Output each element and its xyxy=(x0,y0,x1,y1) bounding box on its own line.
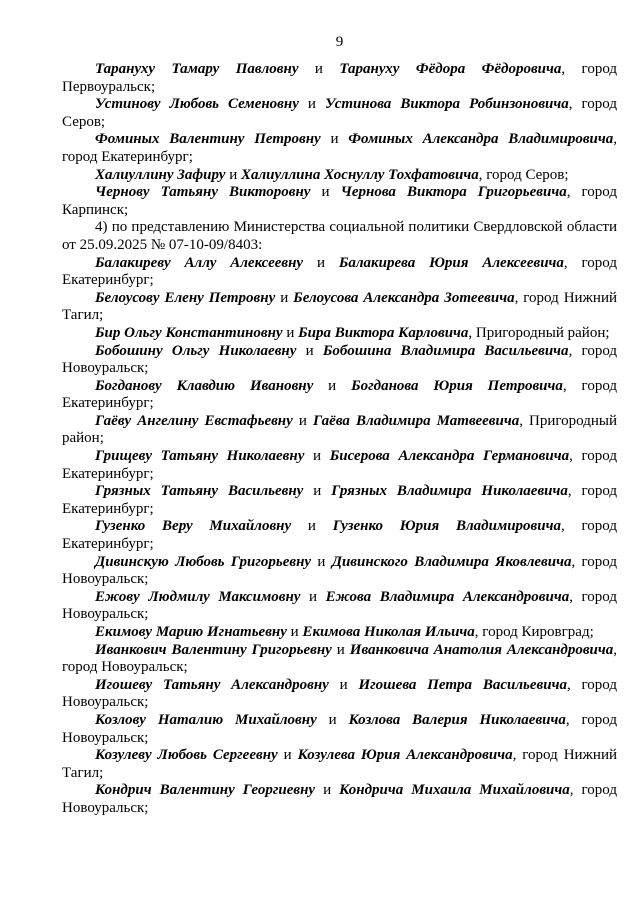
conjunction: и xyxy=(305,342,314,359)
husband-name: Бобошина Владимира Васильевича xyxy=(322,342,569,359)
entry-location: , город Новоуральск; xyxy=(62,342,618,377)
wife-name: Фоминых Валентину Петровну xyxy=(95,131,321,148)
couple-entry xyxy=(62,624,617,642)
conjunction: и xyxy=(307,96,316,113)
entry-location: , Пригородный район; xyxy=(468,324,610,341)
conjunction: и xyxy=(229,166,238,183)
husband-name: Кондрича Михаила Михайловича xyxy=(339,782,570,799)
husband-name: Екимова Николая Ильича xyxy=(302,624,475,640)
couple-entry xyxy=(62,518,617,553)
entry-location: , город Екатеринбург; xyxy=(62,483,618,517)
wife-name: Тарануху Тамару Павловну xyxy=(95,61,299,77)
couple-entry xyxy=(62,747,617,782)
conjunction: и xyxy=(323,782,332,799)
conjunction: и xyxy=(290,624,299,640)
entry-location: , город Карпинск; xyxy=(62,184,618,218)
wife-name: Бир Ольгу Константиновну xyxy=(95,324,283,341)
entry-location: , город Екатеринбург; xyxy=(62,377,618,412)
husband-name: Халиуллина Хоснуллу Тохфатовича xyxy=(240,166,479,183)
conjunction: и xyxy=(286,324,295,341)
couple-entry xyxy=(62,677,617,712)
section-header: 4) по представлению Министерства социальной политики Свердловской области от 25.09.2025 № 07-10-09/8403: xyxy=(62,219,617,253)
husband-name: Козулева Юрия Александровича xyxy=(297,747,513,764)
husband-name: Гузенко Юрия Владимировича xyxy=(332,518,561,535)
conjunction: и xyxy=(321,184,330,201)
couple-entry xyxy=(62,782,617,817)
entry-location: , город Новоуральск; xyxy=(62,588,618,623)
wife-name: Халиуллину Зафиру xyxy=(95,166,226,183)
page-number: 9 xyxy=(335,34,344,50)
entry-location: , город Новоуральск; xyxy=(62,676,618,711)
wife-name: Екимову Марию Игнатьевну xyxy=(95,624,287,640)
couple-entry xyxy=(62,290,617,325)
husband-name: Иванковича Анатолия Александровича xyxy=(349,641,614,658)
wife-name: Бобошину Ольгу Николаевну xyxy=(95,342,297,359)
husband-name: Грязных Владимира Николаевича xyxy=(331,483,568,500)
wife-name: Козулеву Любовь Сергеевну xyxy=(95,747,278,764)
couple-entry xyxy=(62,184,617,219)
wife-name: Козлову Наталию Михайловну xyxy=(95,711,317,728)
conjunction: и xyxy=(339,676,348,693)
entry-location: , город Новоуральск; xyxy=(62,782,617,816)
entry-location: , город Новоуральск; xyxy=(62,711,618,746)
wife-name: Балакиреву Аллу Алексеевну xyxy=(95,254,304,271)
husband-name: Белоусова Александра Зотеевича xyxy=(293,289,515,306)
conjunction: и xyxy=(309,588,318,605)
husband-name: Фоминых Александра Владимировича xyxy=(348,131,614,148)
husband-name: Богданова Юрия Петровича xyxy=(351,377,563,394)
husband-name: Бисерова Александра Германовича xyxy=(329,448,570,465)
husband-name: Гаёва Владимира Матвеевича xyxy=(312,412,520,429)
wife-name: Гаёву Ангелину Евстафьевну xyxy=(95,412,293,429)
wife-name: Кондрич Валентину Георгиевну xyxy=(95,782,316,799)
conjunction: и xyxy=(328,377,337,394)
husband-name: Ежова Владимира Александровича xyxy=(325,588,570,605)
couple-entry xyxy=(62,167,617,185)
couple-entry xyxy=(62,255,617,290)
conjunction: и xyxy=(314,61,323,77)
husband-name: Игошева Петра Васильевича xyxy=(358,676,567,693)
couple-entry xyxy=(62,325,617,343)
couple-entry xyxy=(62,448,617,483)
couple-entry xyxy=(62,483,617,518)
wife-name: Богданову Клавдию Ивановну xyxy=(95,377,314,394)
couple-entry xyxy=(62,642,617,677)
wife-name: Ежову Людмилу Максимовну xyxy=(95,588,301,605)
entry-location: , город Екатеринбург; xyxy=(62,448,617,482)
conjunction: и xyxy=(313,448,322,465)
conjunction: и xyxy=(313,483,322,500)
document-body xyxy=(62,61,617,818)
conjunction: и xyxy=(317,553,326,570)
entry-location: , Пригородный район; xyxy=(62,412,618,447)
conjunction: и xyxy=(283,747,292,764)
wife-name: Дивинскую Любовь Григорьевну xyxy=(95,553,312,570)
husband-name: Дивинского Владимира Яковлевича xyxy=(331,553,572,570)
wife-name: Игошеву Татьяну Александровну xyxy=(95,676,329,693)
couple-entry xyxy=(62,96,617,131)
wife-name: Белоусову Елену Петровну xyxy=(95,289,276,306)
wife-name: Устинову Любовь Семеновну xyxy=(95,96,299,113)
entry-location: , город Нижний Тагил; xyxy=(62,747,617,781)
conjunction: и xyxy=(307,518,316,535)
couple-entry xyxy=(62,378,617,413)
couple-entry xyxy=(62,413,617,448)
entry-location: , город Первоуральск; xyxy=(62,61,618,95)
conjunction: и xyxy=(336,641,345,658)
entry-location: , город Екатеринбург; xyxy=(62,254,617,289)
husband-name: Чернова Виктора Григорьевича xyxy=(340,184,567,201)
entry-location: , город Нижний Тагил; xyxy=(62,289,617,324)
husband-name: Козлова Валерия Николаевича xyxy=(348,711,566,728)
conjunction: и xyxy=(328,711,337,728)
couple-entry xyxy=(62,343,617,378)
couple-entry xyxy=(62,712,617,747)
conjunction: и xyxy=(298,412,307,429)
husband-name: Тарануху Фёдора Фёдоровича xyxy=(339,61,562,77)
document-content xyxy=(62,33,617,818)
couple-entry xyxy=(62,61,617,96)
entry-location: , город Кировград; xyxy=(474,624,594,640)
conjunction: и xyxy=(280,289,289,306)
entry-location: , город Новоуральск; xyxy=(62,641,618,676)
wife-name: Чернову Татьяну Викторовну xyxy=(95,184,311,201)
entry-location: , город Серов; xyxy=(62,96,618,130)
wife-name: Грязных Татьяну Васильевну xyxy=(95,483,304,500)
conjunction: и xyxy=(330,131,339,148)
husband-name: Балакирева Юрия Алексеевича xyxy=(338,254,564,271)
wife-name: Иванкович Валентину Григорьевну xyxy=(95,641,332,658)
entry-location: , город Серов; xyxy=(478,166,569,183)
couple-entry xyxy=(62,131,617,166)
entry-location: , город Екатеринбург; xyxy=(62,131,618,165)
couple-entry xyxy=(62,554,617,589)
wife-name: Гузенко Веру Михайловну xyxy=(95,518,292,535)
conjunction: и xyxy=(316,254,325,271)
husband-name: Устинова Виктора Робинзоновича xyxy=(324,96,569,113)
entry-location: , город Новоуральск; xyxy=(62,553,618,588)
wife-name: Грищеву Татьяну Николаевну xyxy=(95,448,305,465)
husband-name: Бира Виктора Карловича xyxy=(298,324,469,341)
couple-entry xyxy=(62,589,617,624)
entry-location: , город Екатеринбург; xyxy=(62,518,617,553)
